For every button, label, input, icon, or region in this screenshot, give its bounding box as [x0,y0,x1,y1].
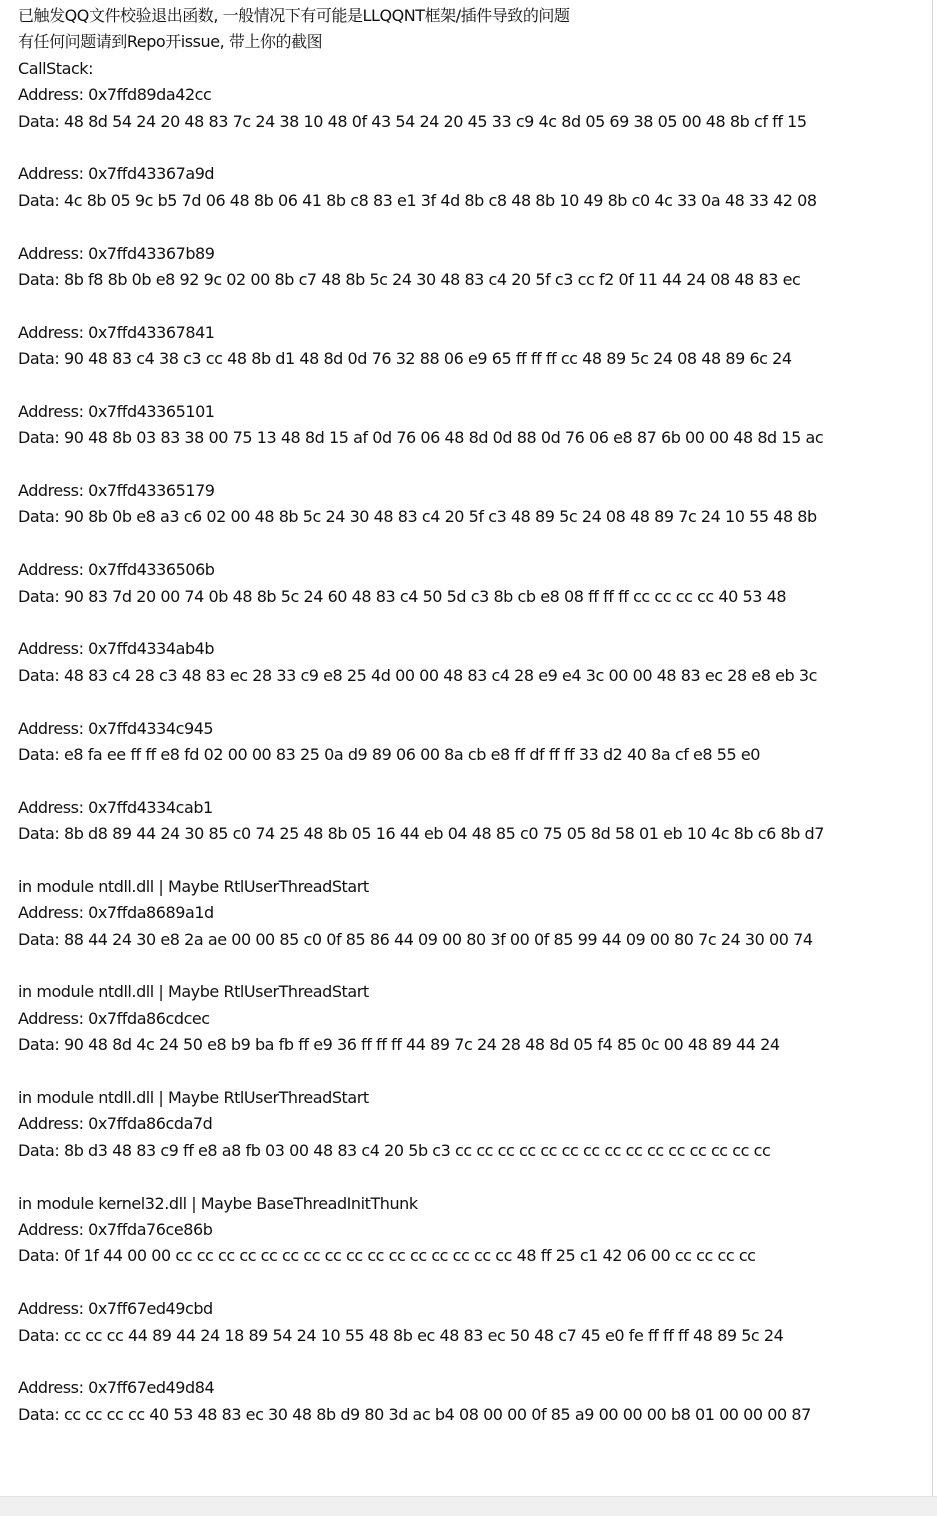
stack-frame [18,1270,923,1349]
frame-data: Data: 88 44 24 30 e8 2a ae 00 00 85 c0 0f 85 86 44 09 00 80 3f 00 0f 85 99 44 09 00 80 7c 24 30 00 74 [18,929,813,949]
frame-data: Data: 48 83 c4 28 c3 48 83 ec 28 33 c9 e8 25 4d 00 00 48 83 c4 28 e9 e4 3c 00 00 48 83 ec 28 e8 eb 3c [18,665,817,685]
frame-spacer [18,1270,923,1296]
frame-spacer [18,610,923,636]
stack-frame [18,1059,923,1165]
frame-spacer [18,689,923,715]
frame-spacer [18,531,923,557]
frame-spacer [18,372,923,398]
stack-frame [18,135,923,214]
stack-frame [18,214,923,293]
frame-data: Data: 8b d3 48 83 c9 ff e8 a8 fb 03 00 48 83 c4 20 5b c3 cc cc cc cc cc cc cc cc cc cc cc cc cc cc cc [18,1140,771,1160]
dialog-footer [0,1496,937,1516]
stack-frame [18,452,923,531]
frame-data: Data: 8b f8 8b 0b e8 92 9c 02 00 8b c7 48 8b 5c 24 30 48 83 c4 20 5f c3 cc f2 0f 11 44 24 08 48 83 ec [18,269,801,289]
frame-spacer [18,1059,923,1085]
frame-address: Address: 0x7ffd4336506b [18,560,215,580]
frame-data: Data: 90 48 8d 4c 24 50 e8 b9 ba fb ff e9 36 ff ff ff 44 89 7c 24 28 48 8d 05 f4 85 0c 00 48 89 44 24 [18,1035,780,1055]
frame-address: Address: 0x7ff67ed49cbd [18,1299,213,1319]
frame-module: in module ntdll.dll | Maybe RtlUserThreadStart [18,982,369,1002]
stack-frame [18,953,923,1059]
frame-data: Data: 90 83 7d 20 00 74 0b 48 8b 5c 24 60 48 83 c4 50 5d c3 8b cb e8 08 ff ff ff cc cc cc cc 40 53 48 [18,586,787,606]
frame-data: Data: 8b d8 89 44 24 30 85 c0 74 25 48 8b 05 16 44 eb 04 48 85 c0 75 05 8d 58 01 eb 10 4c 8b c6 8b d7 [18,824,824,844]
frame-spacer [18,1164,923,1190]
frame-data: Data: cc cc cc cc 40 53 48 83 ec 30 48 8b d9 80 3d ac b4 08 00 00 0f 85 a9 00 00 00 b8 01 00 00 00 87 [18,1404,811,1424]
frame-address: Address: 0x7ffda76ce86b [18,1219,213,1239]
frame-address: Address: 0x7ffd89da42cc [18,85,212,105]
frame-address: Address: 0x7ffd43367841 [18,322,215,342]
frame-data: Data: e8 fa ee ff ff e8 fd 02 00 00 83 25 0a d9 89 06 00 8a cb e8 ff df ff ff 33 d2 40 8a cf e8 55 e0 [18,744,761,764]
frame-spacer [18,293,923,319]
frame-spacer [18,953,923,979]
frame-module: in module ntdll.dll | Maybe RtlUserThreadStart [18,1088,369,1108]
stack-frame [18,689,923,768]
frame-address: Address: 0x7ffd4334ab4b [18,639,215,659]
frame-module: in module kernel32.dll | Maybe BaseThreadInitThunk [18,1193,418,1213]
frame-address: Address: 0x7ffd43365179 [18,481,215,501]
stack-frame [18,293,923,372]
frame-spacer [18,214,923,240]
frame-spacer [18,135,923,161]
header-line-2: 有任何问题请到Repo开issue, 带上你的截图 [18,32,323,52]
stack-frame [18,1164,923,1270]
frame-module: in module ntdll.dll | Maybe RtlUserThreadStart [18,876,369,896]
frame-address: Address: 0x7ff67ed49d84 [18,1378,215,1398]
stack-frame [18,531,923,610]
frame-address: Address: 0x7ffd4334c945 [18,718,214,738]
stack-frame [18,372,923,451]
frame-data: Data: 4c 8b 05 9c b5 7d 06 48 8b 06 41 8b c8 83 e1 3f 4d 8b c8 48 8b 10 49 8b c0 4c 33 0a 48 33 42 08 [18,190,817,210]
frame-address: Address: 0x7ffd4334cab1 [18,797,213,817]
frame-spacer [18,848,923,874]
dialog-border [932,0,933,1496]
frame-address: Address: 0x7ffda86cda7d [18,1114,213,1134]
frame-address: Address: 0x7ffd43367a9d [18,164,215,184]
callstack-list [18,82,923,1428]
frame-data: Data: 48 8d 54 24 20 48 83 7c 24 38 10 48 0f 43 54 24 20 45 33 c9 4c 8d 05 69 38 05 00 48 8b cf ff 15 [18,111,807,131]
frame-address: Address: 0x7ffd43367b89 [18,243,215,263]
frame-spacer [18,1349,923,1375]
stack-frame [18,610,923,689]
frame-data: Data: 0f 1f 44 00 00 cc cc cc cc cc cc cc cc cc cc cc cc cc cc cc cc 48 ff 25 c1 42 06 00 cc cc cc cc [18,1246,756,1266]
stack-frame [18,1349,923,1428]
stack-frame [18,82,923,135]
message-text [18,3,923,1428]
callstack-label: CallStack: [18,58,94,78]
stack-frame [18,768,923,847]
stack-frame [18,848,923,954]
frame-address: Address: 0x7ffda86cdcec [18,1008,210,1028]
frame-data: Data: cc cc cc 44 89 44 24 18 89 54 24 10 55 48 8b ec 48 83 ec 50 48 c7 45 e0 fe ff ff ff 48 89 5c 24 [18,1325,784,1345]
frame-data: Data: 90 8b 0b e8 a3 c6 02 00 48 8b 5c 24 30 48 83 c4 20 5f c3 48 89 5c 24 08 48 89 7c 24 10 55 48 8b [18,507,817,527]
frame-address: Address: 0x7ffda8689a1d [18,903,214,923]
frame-data: Data: 90 48 83 c4 38 c3 cc 48 8b d1 48 8d 0d 76 32 88 06 e9 65 ff ff ff cc 48 89 5c 24 08 48 89 6c 24 [18,349,792,369]
frame-spacer [18,452,923,478]
frame-spacer [18,768,923,794]
header-line-1: 已触发QQ文件校验退出函数, 一般情况下有可能是LLQQNT框架/插件导致的问题 [18,6,570,25]
frame-address: Address: 0x7ffd43365101 [18,401,215,421]
frame-data: Data: 90 48 8b 03 83 38 00 75 13 48 8d 15 af 0d 76 06 48 8d 0d 88 0d 76 06 e8 87 6b 00 00 48 8d 15 ac [18,428,824,448]
